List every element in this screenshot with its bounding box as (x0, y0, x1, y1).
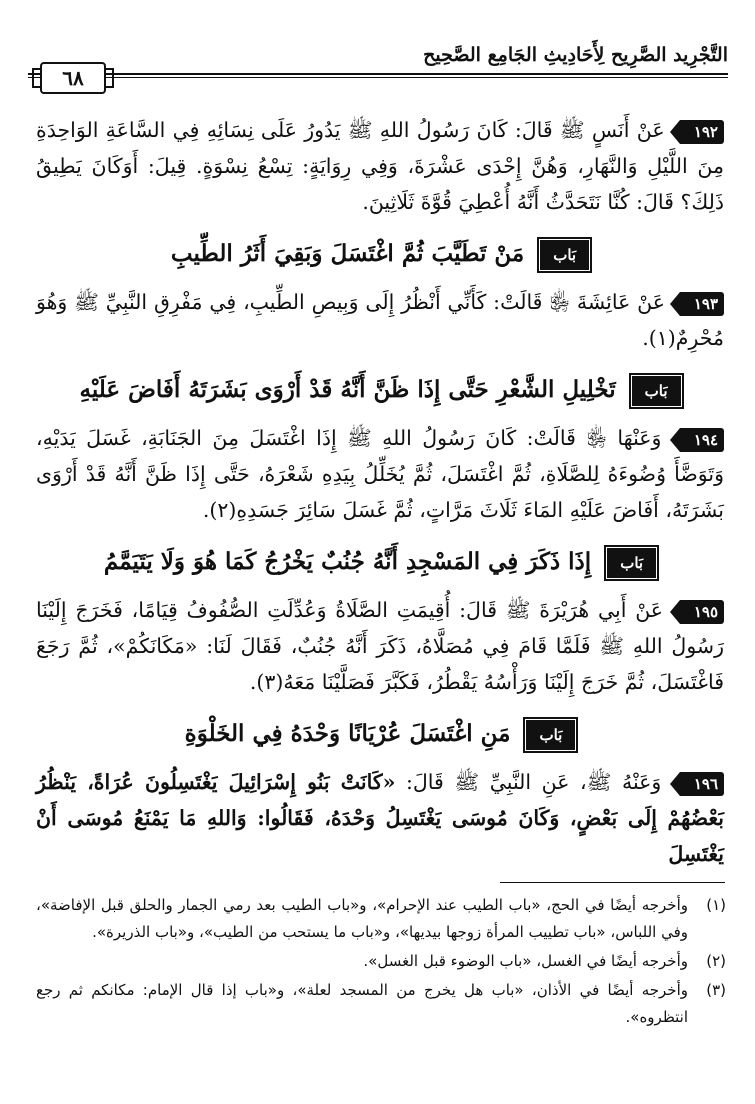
hadith-text: عَنْ عَائِشَةَ ﵂ قَالَتْ: كَأَنِّي أَنْظُرُ إِلَى وَبِيصِ الطِّيبِ، فِي مَفْرِقِ النَّبِيِّ ﷺ وَهُوَ مُحْرِمٌ(١). (36, 290, 724, 350)
hadith-193 (36, 284, 724, 356)
hadith-195 (36, 592, 724, 700)
bab-label: بَاب (632, 376, 681, 406)
hadith-number-badge: ١٩٢ (680, 120, 724, 144)
footnote-text: وأخرجه أيضًا في الغسل، «باب الوضوء قبل الغسل». (363, 952, 688, 970)
footnote-number: (١) (706, 896, 726, 914)
hadith-192 (36, 112, 724, 220)
bab-label: بَاب (526, 720, 575, 750)
main-text (36, 112, 724, 880)
footnote-number: (٢) (706, 952, 726, 970)
header-rule (28, 73, 728, 75)
footnote-text: وأخرجه أيضًا في الأذان، «باب هل يخرج من المسجد لعلة»، و«باب إذا قال الإمام: مكانكم ثم رجع انتظروه». (36, 981, 688, 1026)
footnote (36, 892, 726, 946)
page-number-text: ٦٨ (62, 66, 84, 90)
hadith-text-intro: وَعَنْهُ ﷺ، عَنِ النَّبِيِّ ﷺ قَالَ: (395, 770, 662, 794)
hadith-number-badge: ١٩٥ (680, 600, 724, 624)
chapter-heading (36, 542, 724, 582)
chapter-title: مَنِ اغْتَسَلَ عُرْيَانًا وَحْدَهُ فِي الخَلْوَةِ (184, 720, 511, 747)
footnote-text: وأخرجه أيضًا في الحج، «باب الطيب عند الإحرام»، و«باب الطيب بعد رمي الجمار والحلق قبل الإفاضة»، وفي اللباس، «باب تطييب المرأة زوجها بيديها»، و«باب ما يستحب من الطيب»، و«باب الذريرة». (36, 896, 688, 941)
chapter-heading (36, 370, 724, 410)
chapter-heading (36, 714, 724, 754)
hadith-194 (36, 420, 724, 528)
book-title: التَّجْرِيد الصَّرِيح لِأَحَادِيثِ الجَامِع الصَّحِيح (423, 44, 728, 66)
hadith-number-badge: ١٩٣ (680, 292, 724, 316)
footnote (36, 977, 726, 1031)
chapter-title: مَنْ تَطَيَّبَ ثُمَّ اغْتَسَلَ وَبَقِيَ أَثَرُ الطِّيبِ (170, 240, 525, 267)
page-number (40, 62, 106, 94)
bab-label: بَاب (607, 548, 656, 578)
header-rule-thin (28, 77, 728, 78)
hadith-196 (36, 764, 724, 872)
footnote-number: (٣) (706, 981, 726, 999)
footnote-divider (500, 882, 725, 883)
page-header (28, 38, 728, 98)
hadith-number-badge: ١٩٤ (680, 428, 724, 452)
footnote (36, 948, 726, 975)
bab-label: بَاب (540, 240, 589, 270)
chapter-title: تَخْلِيلِ الشَّعْرِ حَتَّى إِذَا ظَنَّ أَنَّهُ قَدْ أَرْوَى بَشَرَتَهُ أَفَاضَ عَلَيْهِ (79, 376, 616, 403)
hadith-text: عَنْ أَنَسٍ ﷺ قَالَ: كَانَ رَسُولُ اللهِ ﷺ يَدُورُ عَلَى نِسَائِهِ فِي السَّاعَةِ الوَاحِدَةِ مِنَ اللَّيْلِ وَالنَّهَارِ، وَهُنَّ إِحْدَى عَشْرَةَ، وَفِي رِوَايَةٍ: تِسْعُ نِسْوَةٍ. قِيلَ: أَوَكَانَ يَطِيقُ ذَلِكَ؟ قَالَ: كُنَّا نَتَحَدَّثُ أَنَّهُ أُعْطِيَ قُوَّةَ ثَلَاثِينَ. (36, 118, 724, 214)
hadith-text-quote: «كَانَتْ بَنُو إِسْرَائِيلَ يَغْتَسِلُونَ عُرَاةً، يَنْظُرُ بَعْضُهُمْ إِلَى بَعْضٍ، وَكَانَ مُوسَى يَغْتَسِلُ وَحْدَهُ، فَقَالُوا: وَاللهِ مَا يَمْنَعُ مُوسَى أَنْ يَغْتَسِلَ (36, 770, 724, 866)
hadith-number-badge: ١٩٦ (680, 772, 724, 796)
chapter-title: إِذَا ذَكَرَ فِي المَسْجِدِ أَنَّهُ جُنُبٌ يَخْرُجُ كَمَا هُوَ وَلَا يَتَيَمَّمُ (103, 548, 592, 575)
hadith-text: عَنْ أَبِي هُرَيْرَةَ ﷺ قَالَ: أُقِيمَتِ الصَّلَاةُ وَعُدِّلَتِ الصُّفُوفُ قِيَامًا، فَخَرَجَ إِلَيْنَا رَسُولُ اللهِ ﷺ فَلَمَّا قَامَ فِي مُصَلَّاهُ، ذَكَرَ أَنَّهُ جُنُبٌ، فَقَالَ لَنَا: «مَكَانَكُمْ»، ثُمَّ رَجَعَ فَاغْتَسَلَ، ثُمَّ خَرَجَ إِلَيْنَا وَرَأْسُهُ يَقْطُرُ، فَكَبَّرَ فَصَلَّيْنَا مَعَهُ(٣). (36, 598, 724, 694)
footnotes (36, 892, 726, 1033)
hadith-text: وَعَنْهَا ﵂ قَالَتْ: كَانَ رَسُولُ اللهِ ﷺ إِذَا اغْتَسَلَ مِنَ الجَنَابَةِ، غَسَلَ يَدَيْهِ، وَتَوَضَّأَ وُضُوءَهُ لِلصَّلَاةِ، ثُمَّ اغْتَسَلَ، ثُمَّ يُخَلِّلُ بِيَدِهِ شَعْرَهُ، حَتَّى إِذَا ظَنَّ أَنَّهُ قَدْ أَرْوَى بَشَرَتَهُ، أَفَاضَ عَلَيْهِ المَاءَ ثَلَاثَ مَرَّاتٍ، ثُمَّ غَسَلَ سَائِرَ جَسَدِهِ(٢). (36, 426, 724, 522)
chapter-heading (36, 234, 724, 274)
